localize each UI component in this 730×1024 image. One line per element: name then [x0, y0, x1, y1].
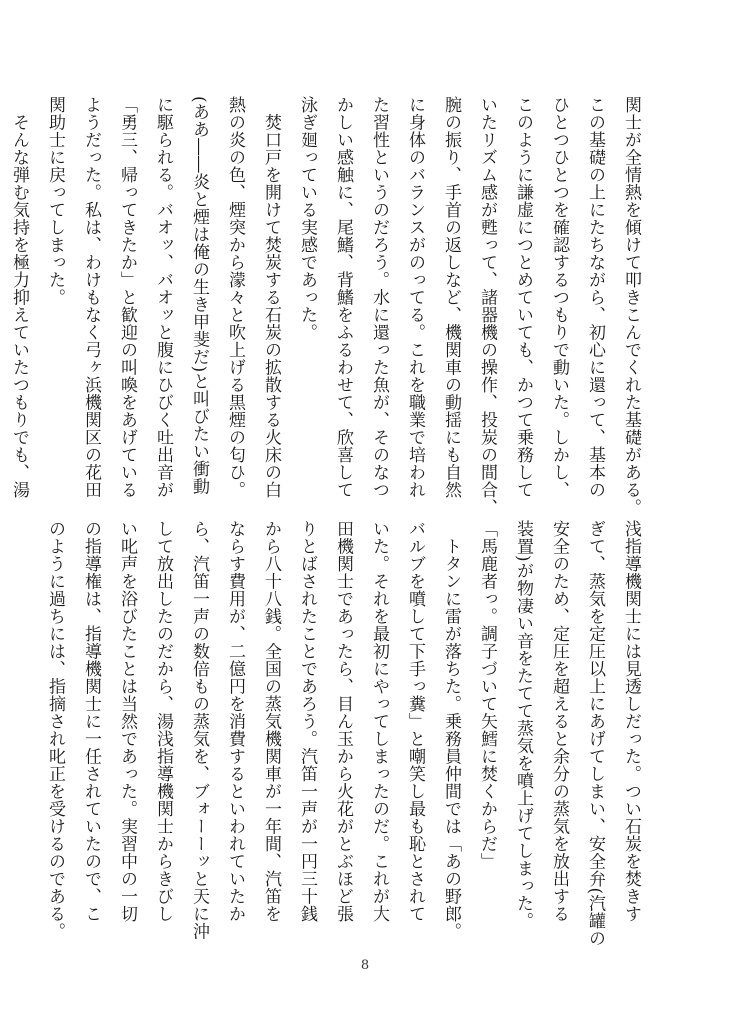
text-column: ら、汽笛一声の数倍もの蒸気を、ブォーーッと天に沖	[189, 520, 209, 940]
text-column: トタンに雷が落ちた。乗務員仲間では「あの野郎。	[441, 520, 461, 940]
text-column: 装置)が物凄い音をたてて蒸気を噴上げてしまった。	[513, 520, 533, 930]
text-column: た習性というのだろう。水に還った魚が、そのなつ	[369, 96, 389, 499]
text-column: 「馬鹿者っ。調子づいて矢鱈に焚くからだ」	[477, 520, 497, 870]
text-column: ぎて、蒸気を定圧以上にあげてしまい、安全弁(汽罐の	[585, 520, 605, 948]
text-column: い叱声を浴びたことは当然であった。実習中の一切	[117, 520, 137, 923]
page-number: 8	[360, 958, 370, 973]
text-column: から八十八銭。全国の蒸気機関車が一年間、汽笛を	[261, 520, 281, 923]
text-column: いた。それを最初にやってしまったのだ。これが大	[369, 520, 389, 923]
text-column: して放出したのだから、湯浅指導機関士からきびし	[153, 520, 173, 923]
text-column: に身体のバランスがのってる。これを職業で培われ	[405, 96, 425, 499]
text-column: 浅指導機関士には見透しだった。つい石炭を焚きす	[621, 520, 641, 923]
text-column: のように過ちには、指摘され叱正を受けるのである。	[45, 520, 65, 940]
text-column: このように謙虚につとめていても、かつて乗務して	[513, 96, 533, 499]
text-column: 田機関士であったら、目ん玉から火花がとぶほど張	[333, 520, 353, 923]
text-column: ようだった。私は、わけもなく弓ヶ浜機関区の花田	[81, 96, 101, 499]
text-column: バルブを噴して下手っ糞」と嘲笑し最も恥とされて	[405, 520, 425, 923]
upper-text-block	[0, 96, 644, 516]
text-column: の指導権は、指導機関士に一任されていたので、こ	[81, 520, 101, 923]
text-column: に駆られる。バオッ、バオッと腹にひびく吐出音が	[153, 96, 173, 499]
text-column: 「勇三、帰ってきたか」と歓迎の叫喚をあげている	[117, 96, 137, 499]
text-column: 腕の振り、手首の返しなど、機関車の動揺にも自然	[441, 96, 461, 499]
text-column: この基礎の上にたちながら、初心に還って、基本の	[585, 96, 605, 499]
text-column: ひとつひとつを確認するつもりで動いた。しかし、	[549, 96, 569, 499]
text-column: 熱の炎の色、煙突から濛々と吹上げる黒煙の匂ひ。	[225, 96, 245, 499]
text-column: かしい感触に、尾鰭、背鰭をふるわせて、欣喜して	[333, 96, 353, 499]
text-column: 焚口戸を開けて焚炭する石炭の拡散する火床の白	[261, 96, 281, 499]
text-column: (ああ――炎と煙は俺の生き甲斐だ)と叫びたい衝動	[189, 96, 209, 496]
text-column: 関助士に戻ってしまった。	[45, 96, 65, 306]
text-column: りとばされたことであろう。汽笛一声が一円三十銭	[297, 520, 317, 923]
text-column: 関士が全情熱を傾けて叩きこんでくれた基礎がある。	[621, 96, 641, 516]
text-column: いたリズム感が甦って、諸器機の操作、投炭の間合、	[477, 96, 497, 516]
text-column: そんな弾む気持を極力抑えていたつもりでも、湯	[9, 96, 29, 499]
text-column: 泳ぎ廻っている実感であった。	[297, 96, 317, 341]
text-column: 安全のため、定圧を超えると余分の蒸気を放出する	[549, 520, 569, 923]
lower-text-block	[32, 520, 644, 948]
text-column: ならす費用が、二億円を消費するといわれていたか	[225, 520, 245, 923]
